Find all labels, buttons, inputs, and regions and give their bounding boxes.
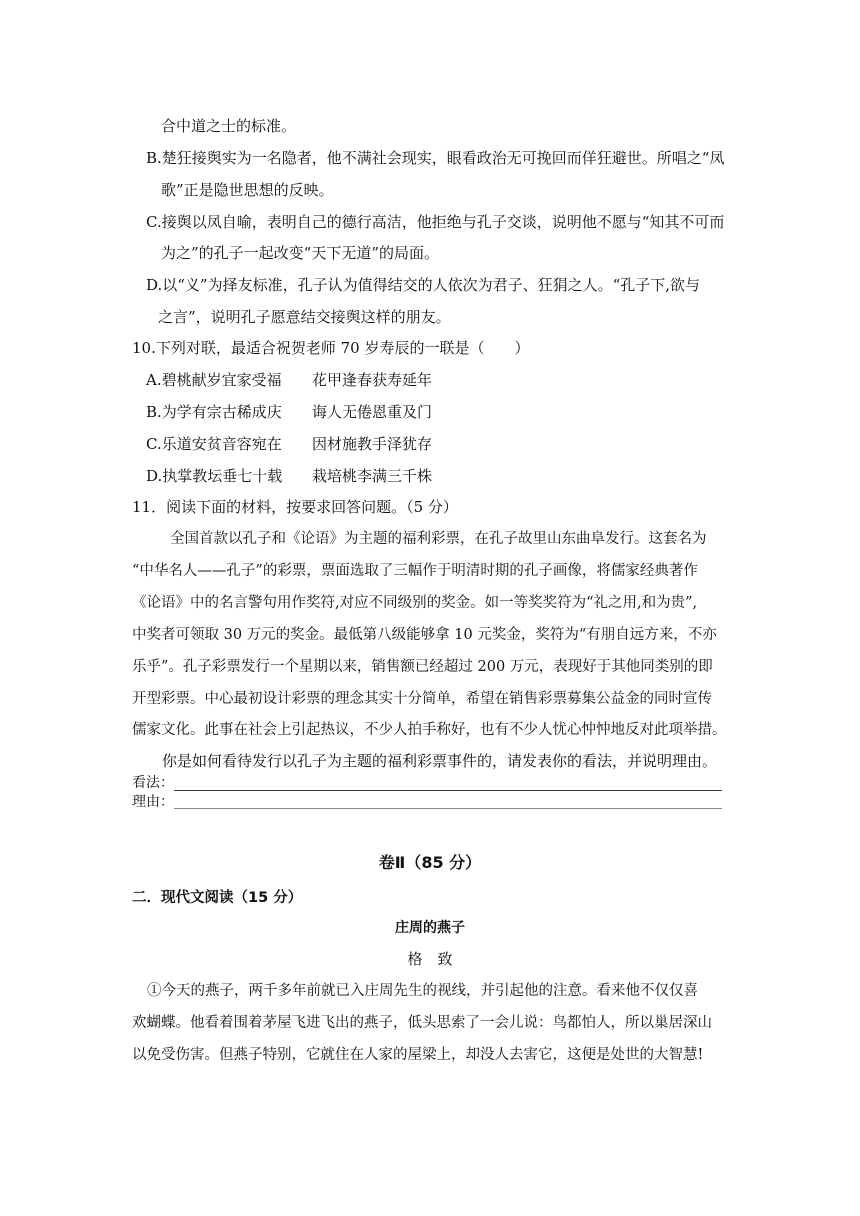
q10-option-a-right: 花甲逢春获寿延年 (312, 371, 433, 389)
q11-material-line: 儒家文化。此事在社会上引起热议，不少人拍手称好，也有不少人忧心忡忡地反对此项举措。 (132, 722, 727, 738)
article-paragraph-line: 以免受伤害。但燕子特别，它就住在人家的屋梁上，却没人去害它，这便是处世的大智慧! (132, 1047, 704, 1063)
q10-option-b-left: B.为学有宗古稀成庆 (146, 403, 282, 421)
q9-option-d-line2: 之言”，说明孔子愿意结交接舆这样的朋友。 (158, 308, 451, 326)
section-heading: 二．现代文阅读（15 分） (132, 890, 303, 906)
q11-material-line: “中华名人——孔子”的彩票，票面选取了三幅作于明清时期的孔子画像，将儒家经典著作 (132, 563, 698, 579)
view-answer-line[interactable] (174, 790, 722, 791)
q10-stem: 10.下列对联，最适合祝贺老师 70 岁寿辰的一联是（ ） (132, 339, 530, 357)
q11-stem: 11．阅读下面的材料，按要求回答问题。（5 分） (132, 498, 458, 516)
q10-option-a-left: A.碧桃献岁宜家受福 (146, 371, 282, 389)
article-paragraph-line: 欢蝴蝶。他看着围着茅屋飞进飞出的燕子，低头思索了一会儿说：鸟都怕人，所以巢居深山 (132, 1015, 712, 1031)
q9-option-c-line2: 为之”的孔子一起改变“天下无道”的局面。 (161, 244, 440, 262)
reason-label: 理由： (132, 794, 174, 810)
part2-title: 卷Ⅱ（85 分） (378, 853, 482, 872)
q10-option-b-right: 诲人无倦恩重及门 (312, 403, 433, 421)
article-author: 格 致 (407, 950, 453, 968)
q10-option-d-left: D.执掌教坛垂七十载 (146, 467, 283, 485)
reason-answer-line[interactable] (174, 808, 722, 809)
q10-option-c-left: C.乐道安贫音容宛在 (146, 435, 282, 453)
q9-option-c-line1: C.接舆以凤自喻，表明自己的德行高洁，他拒绝与孔子交谈，说明他不愿与“知其不可而 (146, 213, 725, 231)
q10-option-d-right: 栽培桃李满三千株 (312, 467, 433, 485)
q9-option-b-line1: B.楚狂接舆实为一名隐者，他不满社会现实，眼看政治无可挽回而佯狂避世。所唱之“凤 (146, 149, 725, 167)
q11-material-line: 《论语》中的名言警句用作奖符,对应不同级别的奖金。如一等奖奖符为“礼之用,和为贵”, (132, 595, 698, 611)
article-title: 庄周的燕子 (395, 920, 465, 936)
q9-option-b-line2: 歌”正是隐世思想的反映。 (161, 181, 334, 199)
q11-material-line: 乐乎”。孔子彩票发行一个星期以来，销售额已经超过 200 万元，表现好于其他同类别的即 (132, 659, 713, 675)
q11-prompt: 你是如何看待发行以孔子为主题的福利彩票事件的，请发表你的看法，并说明理由。 (162, 752, 718, 770)
q10-option-c-right: 因材施教手泽犹存 (312, 435, 433, 453)
q9-option-d-line1: D.以“义”为择友标准，孔子认为值得结交的人依次为君子、狂狷之人。“孔子下,欲与 (146, 276, 701, 294)
q11-material-line: 开型彩票。中心最初设计彩票的理念其实十分简单，希望在销售彩票募集公益金的同时宣传 (132, 691, 712, 707)
q11-material-line: 中奖者可领取 30 万元的奖金。最低第八级能够拿 10 元奖金，奖符为“有朋自远方来，不亦 (132, 627, 717, 643)
q9-option-a-continued: 合中道之士的标准。 (161, 117, 297, 135)
view-label: 看法： (132, 775, 174, 791)
article-paragraph-line: ①今天的燕子，两千多年前就已入庄周先生的视线，并引起他的注意。看来他不仅仅喜 (147, 983, 698, 999)
q11-material-line: 全国首款以孔子和《论语》为主题的福利彩票，在孔子故里山东曲阜发行。这套名为 (170, 531, 707, 547)
